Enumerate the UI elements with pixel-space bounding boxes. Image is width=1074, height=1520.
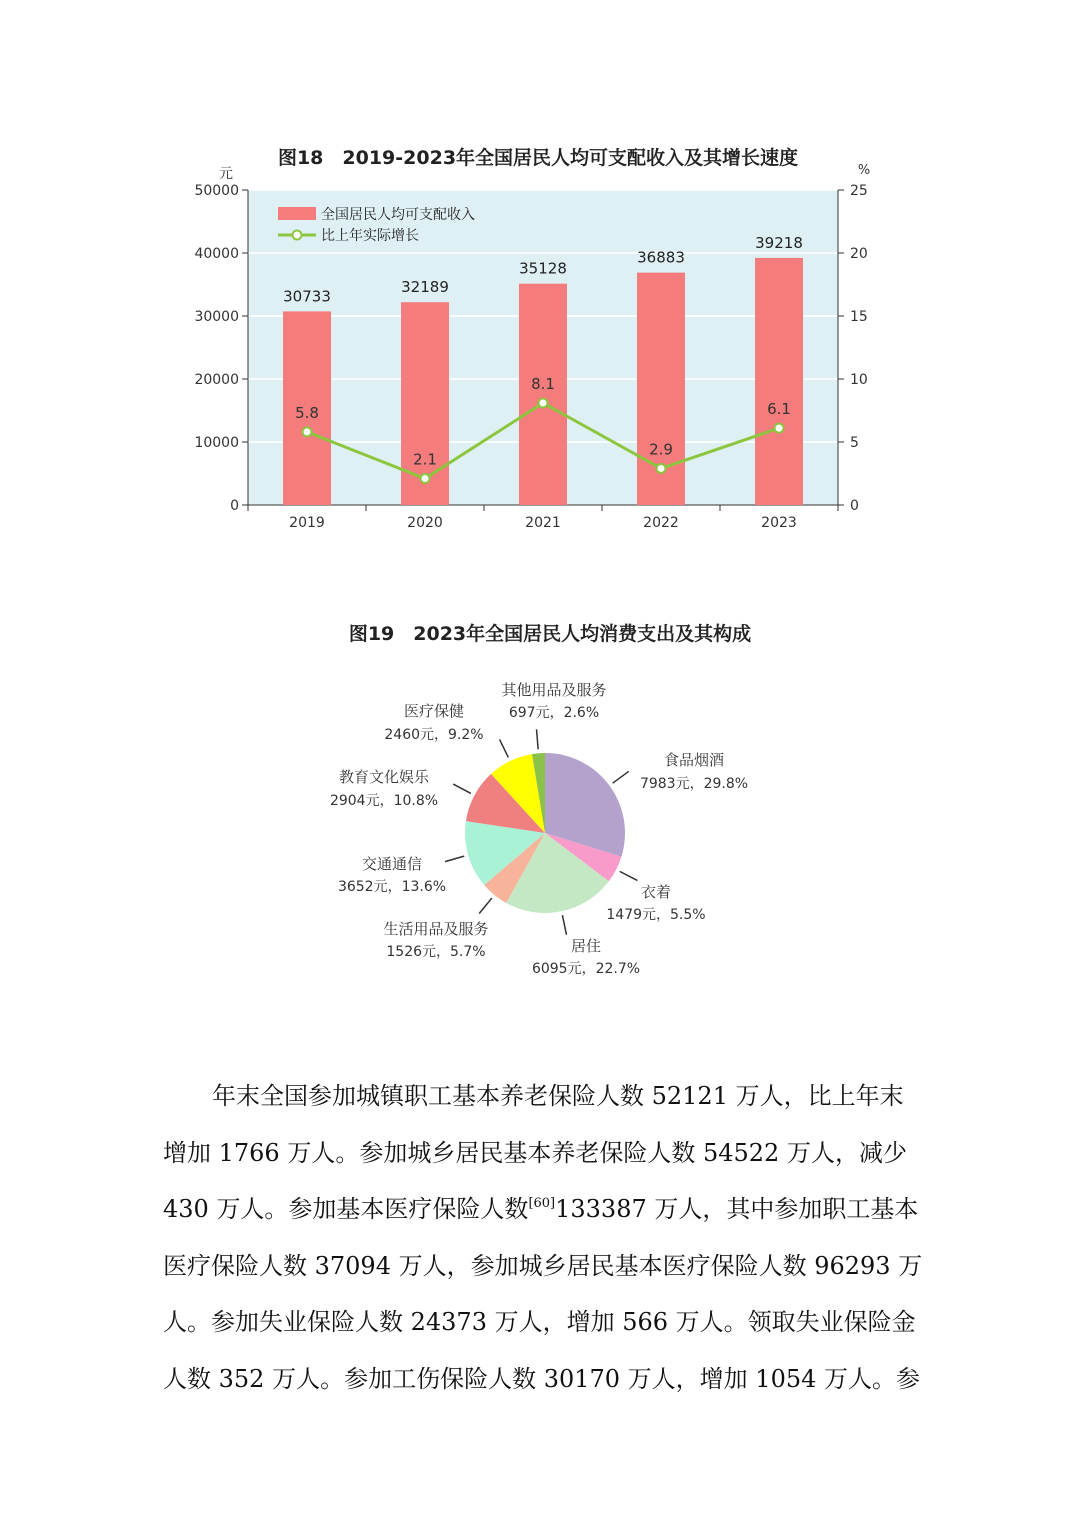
income-bar [519, 284, 567, 505]
growth-point [775, 424, 784, 433]
y-left-unit: 元 [219, 166, 233, 182]
paragraph-line [163, 1294, 915, 1351]
growth-label: 8.1 [531, 374, 555, 393]
growth-point [657, 464, 666, 473]
y-left-tick-label: 50000 [194, 183, 239, 199]
y-right-tick-label: 10 [850, 372, 868, 388]
pie-slice-label: 1479元，5.5% [606, 907, 706, 923]
growth-point [539, 398, 548, 407]
y-right-tick-label: 15 [850, 309, 868, 325]
pie-slice-label: 2460元，9.2% [384, 727, 484, 743]
pie-slice-name: 交通通信 [361, 855, 423, 873]
paragraph-text: 人数 352 万人。参加工伤保险人数 30170 万人，增加 1054 万人。参 [163, 1364, 921, 1393]
pie-slice-name: 衣着 [640, 883, 672, 901]
paragraph-text: 医疗保险人数 37094 万人，参加城乡居民基本医疗保险人数 96293 万 [163, 1251, 923, 1280]
pie-slice-name: 居住 [570, 937, 602, 955]
pie-leader-line [479, 898, 492, 913]
paragraph-text: 年末全国参加城镇职工基本养老保险人数 52121 万人，比上年末 [212, 1082, 904, 1110]
income-chart-svg [178, 138, 898, 543]
pie-slice-label: 697元，2.6% [508, 705, 600, 721]
pie-leader-line [613, 771, 629, 783]
income-bar-label: 32189 [401, 278, 449, 297]
paragraph-text: 人。参加失业保险人数 24373 万人，增加 566 万人。领取失业保险金 [163, 1308, 916, 1336]
growth-label: 2.9 [649, 440, 673, 459]
paragraph-line [163, 1181, 919, 1238]
y-left-tick-label: 20000 [194, 372, 239, 388]
paragraph-text: 增加 1766 万人。参加城乡居民基本养老保险人数 54522 万人，减少 [163, 1138, 907, 1167]
pie-leader-line [445, 856, 464, 861]
paragraph-line [163, 1068, 915, 1125]
legend-bar-swatch [278, 207, 316, 220]
y-right-tick-label: 20 [850, 246, 868, 262]
x-tick-label: 2019 [289, 515, 325, 531]
y-right-tick-label: 25 [850, 183, 868, 199]
pie-slice-name: 其他用品及服务 [501, 681, 607, 699]
income-chart [178, 138, 898, 543]
pie-slice-label: 1526元，5.7% [386, 944, 486, 960]
y-left-tick-label: 40000 [194, 246, 239, 262]
y-right-tick-label: 0 [850, 498, 859, 514]
pie-slice-name: 食品烟酒 [663, 751, 725, 769]
consumption-pie-svg [178, 608, 898, 1003]
growth-label: 6.1 [767, 400, 791, 419]
growth-point [303, 427, 312, 436]
pie-slice-name: 教育文化娱乐 [338, 768, 430, 786]
pie-slice-name: 医疗保健 [403, 702, 465, 720]
chart-title: 图18 2019-2023年全国居民人均可支配收入及其增长速度 [277, 147, 799, 169]
x-tick-label: 2020 [407, 515, 443, 531]
growth-label: 2.1 [413, 450, 437, 469]
consumption-pie-chart [178, 608, 898, 1003]
income-bar-label: 36883 [637, 248, 685, 267]
insurance-paragraph [163, 1068, 923, 1407]
pie-slice-label: 7983元，29.8% [639, 776, 749, 792]
paragraph-line [163, 1351, 921, 1408]
x-tick-label: 2023 [761, 515, 797, 531]
pie-leader-line [500, 739, 509, 757]
income-bar-label: 39218 [755, 233, 803, 252]
pie-slice-label: 2904元，10.8% [329, 793, 439, 809]
paragraph-line [163, 1238, 923, 1295]
chart-title: 图19 2023年全国居民人均消费支出及其构成 [348, 623, 752, 645]
paragraph-text: 430 万人。参加基本医疗保险人数 [163, 1195, 529, 1223]
y-left-tick-label: 10000 [194, 435, 239, 451]
pie-leader-line [620, 871, 638, 880]
income-bar-label: 35128 [519, 259, 567, 278]
income-bar-label: 30733 [283, 287, 331, 306]
income-bar [755, 258, 803, 505]
y-left-tick-label: 0 [230, 498, 239, 514]
legend-bar-label: 全国居民人均可支配收入 [321, 207, 475, 223]
y-right-tick-label: 5 [850, 435, 859, 451]
paragraph-line [163, 1125, 915, 1182]
footnote-ref[interactable]: [60] [528, 1196, 556, 1211]
pie-leader-line [562, 915, 566, 935]
pie-leader-line [537, 729, 539, 749]
y-left-tick-label: 30000 [194, 309, 239, 325]
x-tick-label: 2022 [643, 515, 679, 531]
growth-point [421, 474, 430, 483]
y-right-unit: % [857, 163, 871, 178]
pie-slice-label: 3652元，13.6% [337, 879, 447, 895]
paragraph-text: 133387 万人，其中参加职工基本 [555, 1195, 919, 1223]
growth-label: 5.8 [295, 403, 319, 422]
pie-slice-name: 生活用品及服务 [383, 920, 489, 938]
pie-slice-label: 6095元，22.7% [531, 961, 641, 977]
x-tick-label: 2021 [525, 515, 561, 531]
legend-line-label: 比上年实际增长 [321, 228, 419, 244]
legend-line-marker [293, 231, 302, 240]
pie-leader-line [453, 784, 471, 793]
